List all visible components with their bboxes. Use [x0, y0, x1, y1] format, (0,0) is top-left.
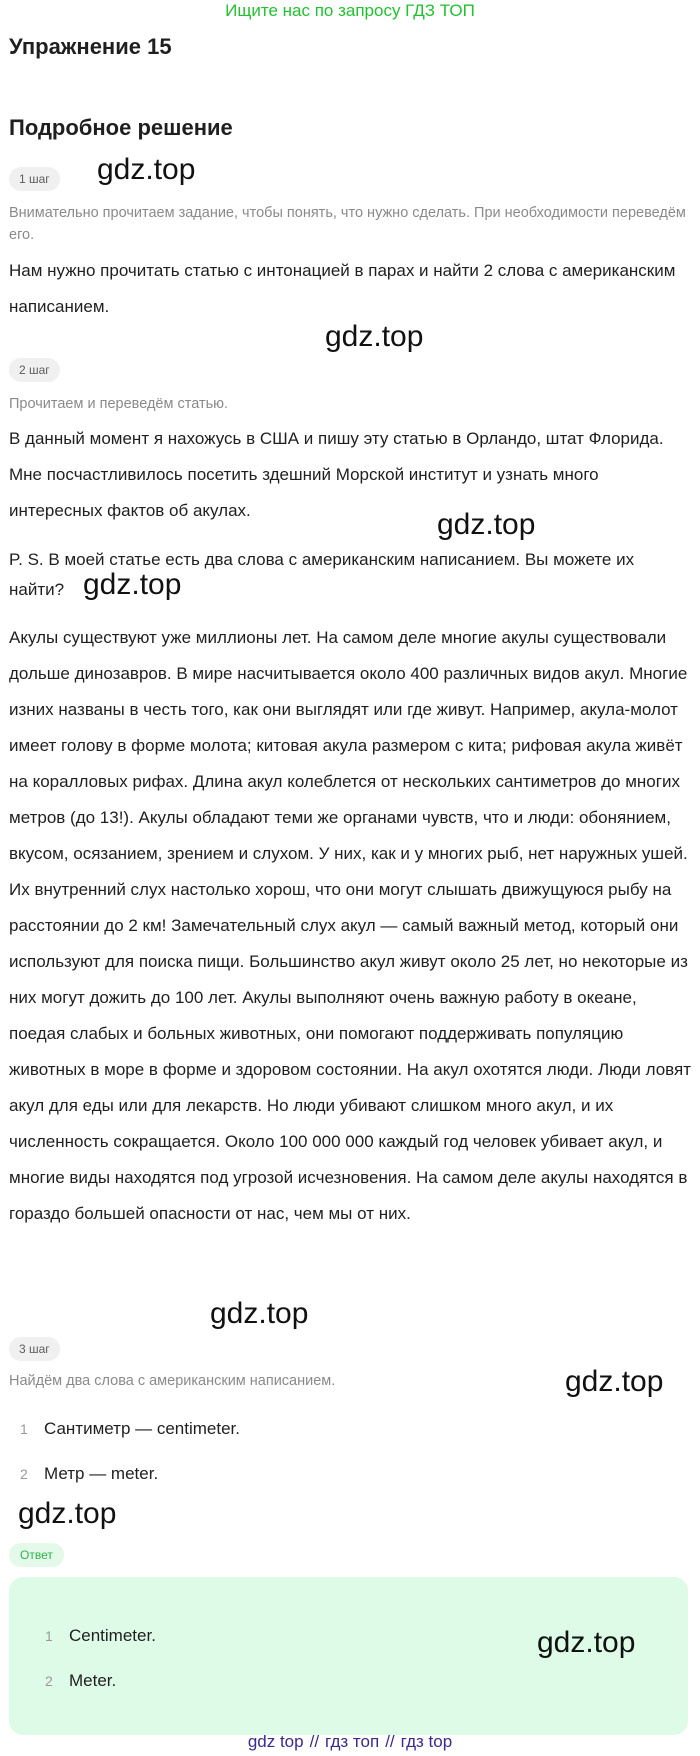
- search-banner: Ищите нас по запросу ГДЗ ТОП: [225, 1, 475, 20]
- answer-item-text: Centimeter.: [69, 1626, 156, 1645]
- watermark: gdz.top: [97, 153, 196, 186]
- step-2-intro: В данный момент я нахожусь в США и пишу эту статью в Орландо, штат Флорида. Мне посчастливилось посетить здешний Морской институт и узнать много интересных фактов об акулах.: [9, 429, 664, 520]
- watermark: gdz.top: [18, 1497, 117, 1530]
- step-3-hint: Найдём два слова с американским написанием.: [9, 1373, 336, 1389]
- footer-separator: //: [385, 1732, 395, 1751]
- answer-item-text: Meter.: [69, 1671, 117, 1690]
- list-item: [20, 1462, 158, 1486]
- footer-separator: //: [309, 1732, 320, 1751]
- answer-item: [45, 1669, 116, 1693]
- footer-links: [0, 1731, 700, 1753]
- watermark: gdz.top: [210, 1297, 309, 1330]
- footer-link[interactable]: гдз топ: [325, 1732, 380, 1751]
- step-2-article: Акулы существуют уже миллионы лет. На самом деле многие акулы существовали дольше динозавров. В мире насчитывается около 400 различных видов акул. Многие изних названы в честь того, как они выглядят или где живут. Например, акула-молот имеет голову в форме молота; китовая акула размером с кита; рифовая акула живёт на коралловых рифах. Длина акул колеблется от нескольких сантиметров до многих метров (до 13!). Акулы обладают теми же органами чувств, что и люди: обонянием, вкусом, осязанием, зрением и слухом. У них, как и у многих рыб, нет наружных ушей. Их внутренний слух настолько хорош, что они могут слышать движущуюся рыбу на расстоянии до 2 км! Замечательный слух акул — самый важный метод, который они используют для поиска пищи. Большинство акул живут около 25 лет, но некоторые из них могут дожить до 100 лет. Акулы выполняют очень важную работу в океане, поедая слабых и больных животных, они помогают поддерживать популяцию животных в море в форме и здоровом состоянии. На акул охотятся люди. Люди ловят акул для еды или для лекарств. Но люди убивают слишком много акул, и их численность сокращается. Около 100 000 000 каждый год человек убивает акул, и многие виды находятся под угрозой исчезновения. На самом деле акулы находятся в гораздо большей опасности от нас, чем мы от них.: [9, 628, 692, 1223]
- list-item-number: 1: [20, 1421, 28, 1437]
- exercise-title: Упражнение 15: [9, 34, 172, 59]
- step-2-ps: P. S. В моей статье есть два слова с американским написанием. Вы можете их найти?: [9, 550, 635, 599]
- answer-item: [45, 1624, 156, 1648]
- answer-item-number: 2: [45, 1673, 53, 1689]
- step-1-text: Нам нужно прочитать статью с интонацией в парах и найти 2 слова с американским написанием.: [9, 261, 676, 316]
- footer-link[interactable]: gdz top: [247, 1732, 304, 1751]
- list-item-text: Метр — meter.: [44, 1464, 159, 1483]
- solution-title: Подробное решение: [9, 115, 233, 140]
- watermark: gdz.top: [83, 568, 182, 601]
- watermark: gdz.top: [437, 508, 536, 541]
- step-3-badge: 3 шаг: [9, 1337, 60, 1361]
- step-2-badge: 2 шаг: [9, 358, 60, 382]
- watermark: gdz.top: [325, 320, 424, 353]
- footer-link[interactable]: гдз top: [400, 1732, 453, 1751]
- step-1-badge: 1 шаг: [9, 167, 60, 191]
- step-1-hint: Внимательно прочитаем задание, чтобы понять, что нужно сделать. При необходимости переведём его.: [9, 205, 686, 243]
- answer-badge: Ответ: [9, 1543, 64, 1567]
- watermark: gdz.top: [565, 1365, 664, 1398]
- list-item: [20, 1417, 240, 1441]
- step-2-hint: Прочитаем и переведём статью.: [9, 396, 229, 412]
- list-item-text: Сантиметр — centimeter.: [44, 1419, 241, 1438]
- answer-item-number: 1: [45, 1628, 53, 1644]
- watermark: gdz.top: [537, 1626, 636, 1659]
- list-item-number: 2: [20, 1466, 28, 1482]
